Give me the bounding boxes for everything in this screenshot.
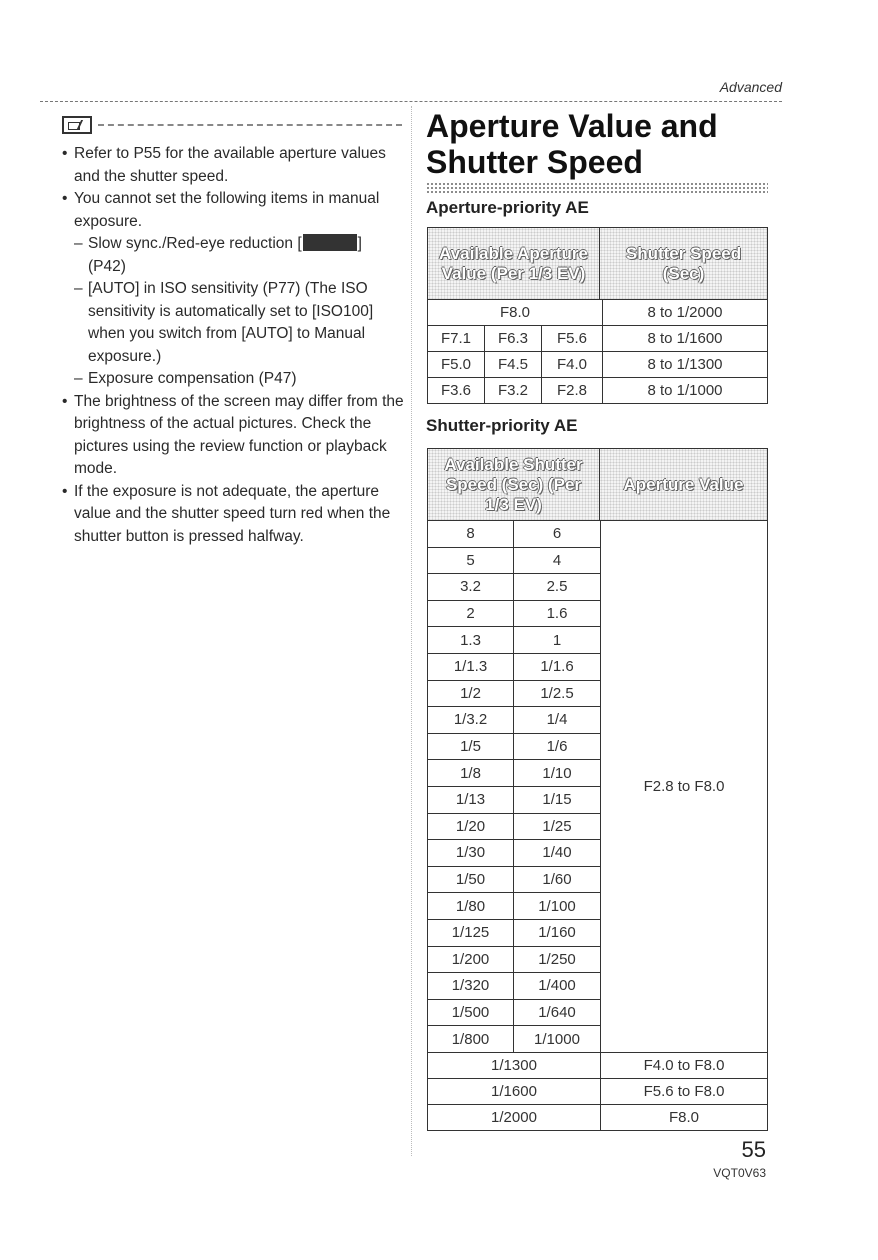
table-cell: 3.2 [428, 574, 514, 601]
note-divider [98, 124, 402, 126]
table-cell: F5.6 [542, 326, 603, 352]
table-cell: 1/10 [514, 760, 601, 787]
table-cell: 1/1.6 [514, 653, 601, 680]
table-cell: 1/1000 [514, 1026, 601, 1053]
table-cell: 1/640 [514, 999, 601, 1026]
table-cell: 1/15 [514, 786, 601, 813]
table-cell: 1/6 [514, 733, 601, 760]
section-label: Advanced [719, 79, 782, 95]
table-cell: 6 [514, 521, 601, 548]
table-cell: 1/13 [428, 786, 514, 813]
note-subitem: – [AUTO] in ISO sensitivity (P77) (The ISO sensitivity is automatically set to [ISO100] when you switch from [AUTO] to Manual exposure.) [62, 278, 406, 368]
table-cell: F7.1 [428, 326, 485, 352]
table-cell: 8 to 1/1600 [603, 326, 768, 352]
table-row [428, 378, 768, 404]
table-cell: 1/2 [428, 680, 514, 707]
table-cell: F5.0 [428, 352, 485, 378]
top-divider [40, 101, 782, 102]
note-header [62, 114, 402, 136]
shutter-priority-table [427, 520, 768, 1131]
table-cell: 1/20 [428, 813, 514, 840]
table-cell: 1/320 [428, 973, 514, 1000]
table-cell: 1/1600 [428, 1078, 601, 1104]
table-cell: 1/125 [428, 919, 514, 946]
table-cell: 1/25 [514, 813, 601, 840]
note-icon [62, 116, 92, 134]
table-cell: F5.6 to F8.0 [601, 1078, 768, 1104]
table-cell: 1/60 [514, 866, 601, 893]
aperture-col-header: Available Aperture Value (Per 1/3 EV) [427, 227, 600, 300]
table-cell: 1/40 [514, 840, 601, 867]
table-row [428, 326, 768, 352]
table-cell: 1/5 [428, 733, 514, 760]
table-cell: 1/1300 [428, 1052, 601, 1078]
table-cell: 1 [514, 627, 601, 654]
note-item: • You cannot set the following items in manual exposure. [62, 188, 406, 233]
merged-aperture-cell: F2.8 to F8.0 [601, 521, 768, 1053]
table-cell: 1/1.3 [428, 653, 514, 680]
table-row [428, 1078, 768, 1104]
table-cell: 1/100 [514, 893, 601, 920]
table-cell: 1/160 [514, 919, 601, 946]
shutter-col-header: Shutter Speed (Sec) [599, 227, 768, 300]
table-cell: 1/2.5 [514, 680, 601, 707]
note-item: • The brightness of the screen may differ from the brightness of the actual pictures. Check the pictures using the review function or playback mode. [62, 391, 406, 481]
table-cell: 1/500 [428, 999, 514, 1026]
table-cell: 1/200 [428, 946, 514, 973]
table-row [428, 1052, 768, 1078]
table-cell: F8.0 [428, 300, 603, 326]
table-cell: 1/30 [428, 840, 514, 867]
table-cell: F6.3 [485, 326, 542, 352]
table-cell: 1/4 [514, 707, 601, 734]
page-title: Aperture Value and Shutter Speed [426, 108, 718, 180]
table-row [428, 300, 768, 326]
table-cell: 1/250 [514, 946, 601, 973]
flash-red-eye-icon [303, 234, 357, 251]
table-cell: 1/800 [428, 1026, 514, 1053]
column-divider [411, 106, 412, 1156]
note-subitem: – Exposure compensation (P47) [62, 368, 406, 391]
table-cell: 1/2000 [428, 1104, 601, 1130]
aperture-priority-table [427, 299, 768, 404]
table-cell: 1.6 [514, 600, 601, 627]
note-subitem: – Slow sync./Red-eye reduction [ ] (P42) [62, 233, 406, 278]
table-cell: F3.2 [485, 378, 542, 404]
table-cell: 2 [428, 600, 514, 627]
model-code: VQT0V63 [713, 1166, 766, 1180]
table-cell: 8 [428, 521, 514, 548]
table-row [428, 1104, 768, 1130]
table-cell: F4.5 [485, 352, 542, 378]
table-cell: F8.0 [601, 1104, 768, 1130]
table-cell: F3.6 [428, 378, 485, 404]
notes-list [62, 143, 406, 548]
table-cell: 1/50 [428, 866, 514, 893]
page-number: 55 [741, 1137, 766, 1162]
table-cell: 1/400 [514, 973, 601, 1000]
table-cell: F2.8 [542, 378, 603, 404]
table-row [428, 352, 768, 378]
table-cell: 1/80 [428, 893, 514, 920]
note-item: • Refer to P55 for the available aperture values and the shutter speed. [62, 143, 406, 188]
title-underline [426, 182, 768, 194]
table-cell: F4.0 to F8.0 [601, 1052, 768, 1078]
note-item: • If the exposure is not adequate, the aperture value and the shutter speed turn red when the shutter button is pressed halfway. [62, 481, 406, 549]
table-cell: 4 [514, 547, 601, 574]
table-cell: 8 to 1/1000 [603, 378, 768, 404]
aperture-priority-heading: Aperture-priority AE [426, 198, 589, 217]
table-cell: 8 to 1/2000 [603, 300, 768, 326]
table-cell: 1.3 [428, 627, 514, 654]
table-cell: 5 [428, 547, 514, 574]
aperture-value-col-header: Aperture Value [599, 448, 768, 521]
table-row [428, 521, 768, 548]
table-cell: 2.5 [514, 574, 601, 601]
table-cell: 1/8 [428, 760, 514, 787]
shutter-speed-col-header: Available Shutter Speed (Sec) (Per 1/3 EV) [427, 448, 600, 521]
table-cell: 1/3.2 [428, 707, 514, 734]
shutter-priority-heading: Shutter-priority AE [426, 416, 578, 435]
table-cell: F4.0 [542, 352, 603, 378]
table-cell: 8 to 1/1300 [603, 352, 768, 378]
